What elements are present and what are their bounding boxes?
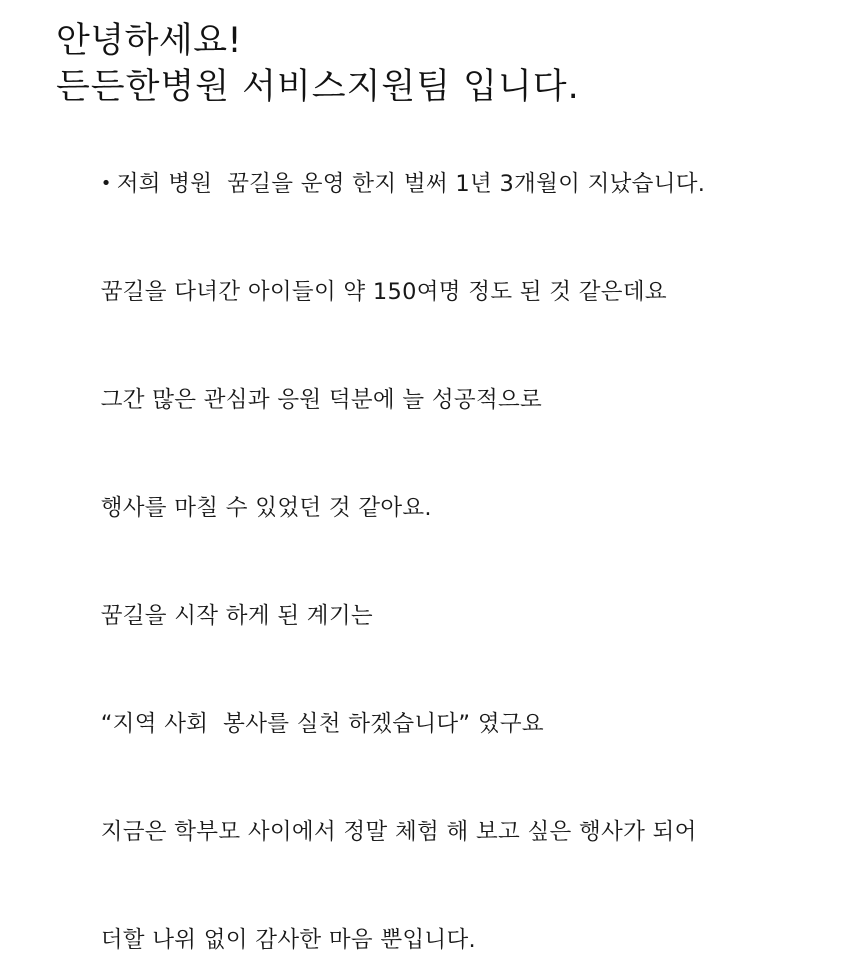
body-line-4-text: 행사를 마칠 수 있었던 것 같아요.: [100, 495, 432, 521]
title-line-2: 든든한병원 서비스지원팀 입니다.: [56, 67, 580, 107]
body-text: [56, 130, 810, 956]
body-line-1: [56, 130, 810, 238]
body-line-5: [56, 562, 810, 670]
body-line-7: [56, 778, 810, 886]
body-line-6-text: “지역 사회 봉사를 실천 하겠습니다” 였구요: [100, 711, 544, 737]
body-line-3-text: 그간 많은 관심과 응원 덕분에 늘 성공적으로: [100, 387, 543, 413]
body-line-1-text: 저희 병원 꿈길을 운영 한지 벌써 1년 3개월이 지났습니다.: [116, 171, 706, 197]
page-title: [56, 18, 810, 110]
body-line-8: [56, 886, 810, 956]
body-line-7-text: 지금은 학부모 사이에서 정말 체험 해 보고 싶은 행사가 되어: [100, 819, 697, 845]
body-line-6: [56, 670, 810, 778]
bullet-icon: •: [100, 173, 112, 194]
body-line-2: [56, 238, 810, 346]
body-line-2-text: 꿈길을 다녀간 아이들이 약 150여명 정도 된 것 같은데요: [100, 279, 667, 305]
body-line-5-text: 꿈길을 시작 하게 된 계기는: [100, 603, 373, 629]
title-line-1: 안녕하세요!: [56, 21, 243, 61]
body-line-4: [56, 454, 810, 562]
body-line-3: [56, 346, 810, 454]
body-line-8-text: 더할 나위 없이 감사한 마음 뿐입니다.: [100, 927, 476, 953]
